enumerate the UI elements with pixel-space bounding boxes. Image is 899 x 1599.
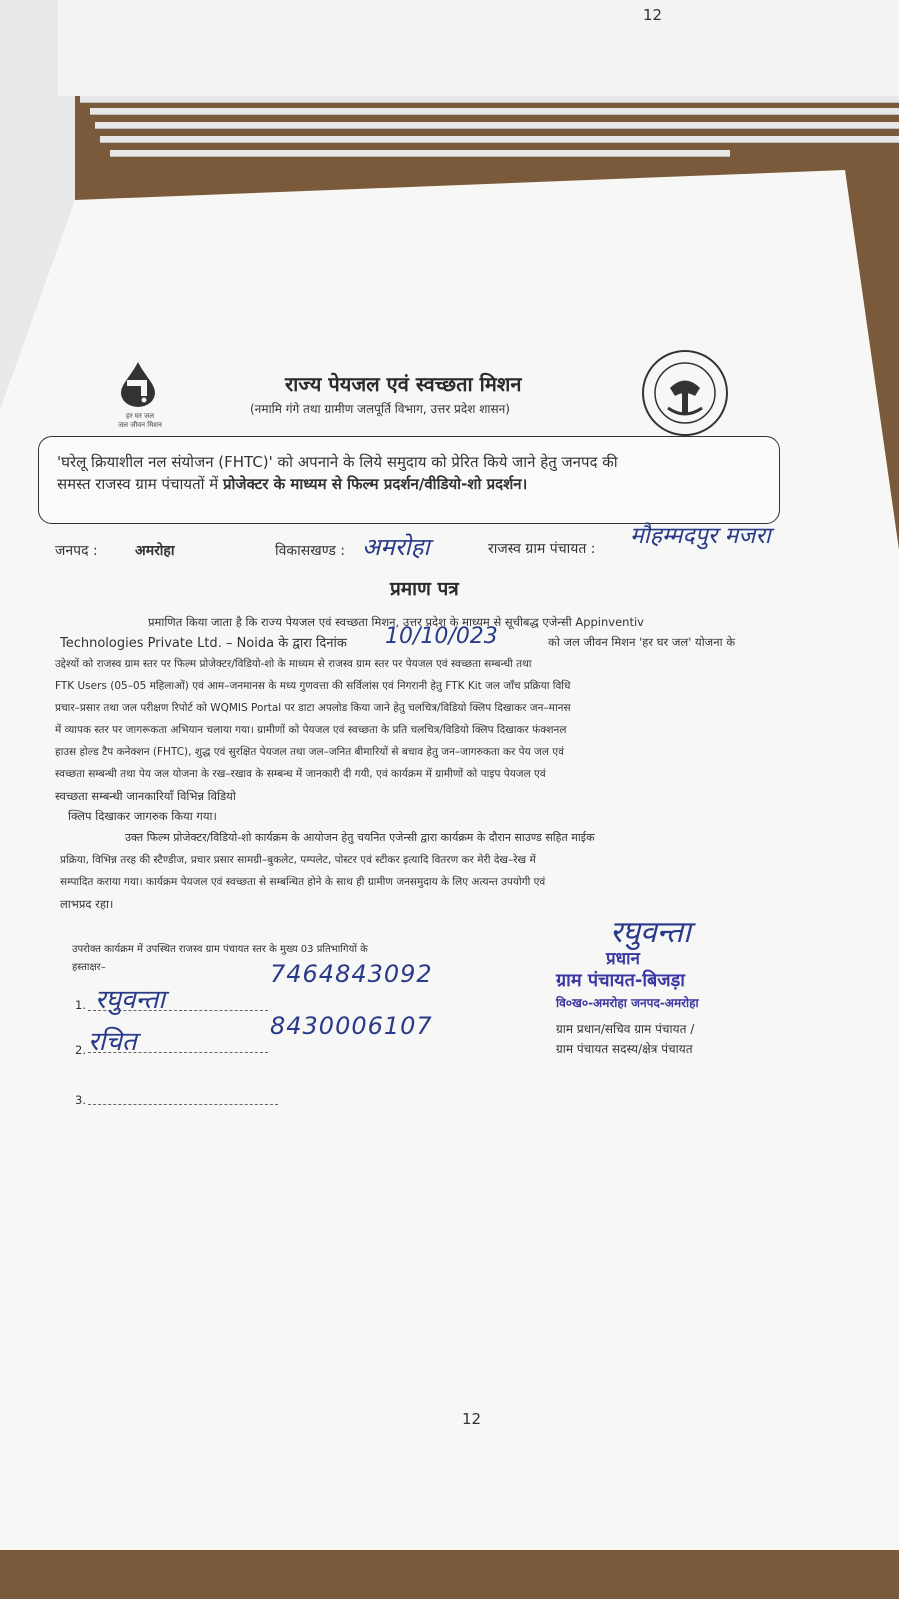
up-government-emblem bbox=[640, 348, 730, 438]
body-line: उक्त फिल्म प्रोजेक्टर/विडियो-शो कार्यक्रम के आयोजन हेतु चयनित एजेन्सी द्वारा कार्यक्रम के दौरान साउण्ड सहित माईक bbox=[125, 831, 595, 844]
panchayat-label: राजस्व ग्राम पंचायत : bbox=[488, 541, 596, 557]
block-value-handwritten: अमरोहा bbox=[362, 533, 430, 561]
body-line: Technologies Private Ltd. – Noida के द्वारा दिनांक bbox=[60, 636, 347, 651]
mission-title: राज्य पेयजल एवं स्वच्छता मिशन bbox=[285, 372, 522, 396]
body-line: को जल जीवन मिशन 'हर घर जल' योजना के bbox=[548, 635, 736, 649]
body-line: उद्देश्यों को राजस्व ग्राम स्तर पर फिल्म प्रोजेक्टर/विडियो-शो के माध्यम से राजस्व ग्राम स्तर पर पेयजल एवं स्वच्छता सम्बन्धी तथा bbox=[55, 658, 532, 670]
participant-phone-handwritten: 7464843092 bbox=[270, 960, 433, 988]
program-banner bbox=[38, 436, 780, 524]
logo-text-line1: हर घर जल bbox=[126, 412, 154, 420]
participant-phone-handwritten: 8430006107 bbox=[270, 1012, 433, 1040]
district-value: अमरोहा bbox=[135, 543, 175, 559]
body-line: हाउस होल्ड टैप कनेक्शन (FHTC), शुद्ध एवं सुरक्षित पेयजल तथा जल–जनित बीमारियों से बचाव हेतु जन–जागरुकता कर पेय जल एवं bbox=[55, 746, 564, 758]
mission-subtitle: (नमामि गंगे तथा ग्रामीण जलपूर्ति विभाग, उत्तर प्रदेश शासन) bbox=[250, 402, 510, 416]
body-line: लाभप्रद रहा। bbox=[60, 897, 114, 911]
participant-name-handwritten: रचित bbox=[88, 1027, 137, 1057]
block-label: विकासखण्ड : bbox=[275, 543, 346, 559]
logo-text-line2: जल जीवन मिशन bbox=[118, 421, 162, 429]
jal-jeevan-mission-logo bbox=[105, 360, 175, 440]
participant-number: 1. bbox=[75, 998, 86, 1012]
district-label: जनपद : bbox=[55, 543, 98, 559]
body-line: क्लिप दिखाकर जागरुक किया गया। bbox=[68, 809, 217, 823]
body-line: स्वच्छता सम्बन्धी जानकारियाँ विभिन्न विडियो bbox=[55, 789, 236, 803]
stamp-block-district: वि०ख०-अमरोहा जनपद-अमरोहा bbox=[556, 996, 699, 1010]
body-line: FTK Users (05–05 महिलाओं) एवं आम–जनमानस के मध्य गुणवत्ता की सर्विलांस एवं निगरानी हेतु FTK Kit जल जाँच प्रक्रिया विधि bbox=[55, 680, 571, 692]
participant-number: 2. bbox=[75, 1043, 86, 1057]
participants-intro: उपरोक्त कार्यक्रम में उपस्थित राजस्व ग्राम पंचायत स्तर के मुख्य 03 प्रतिभागियों के bbox=[72, 944, 368, 955]
signatory-role-line2: ग्राम पंचायत सदस्य/क्षेत्र पंचायत bbox=[556, 1042, 693, 1056]
certificate-title: प्रमाण पत्र bbox=[390, 578, 459, 600]
signatory-role-line1: ग्राम प्रधान/सचिव ग्राम पंचायत / bbox=[556, 1022, 695, 1036]
date-handwritten: 10/10/023 bbox=[385, 624, 498, 649]
body-line: प्रक्रिया, विभिन्न तरह की स्टैण्डीज, प्रचार प्रसार सामग्री–बुकलेट, पम्पलेट, पोस्टर एवं स्टीकर इत्यादि वितरण कर मेरी देख–रेख में bbox=[60, 854, 536, 866]
stamp-gram-panchayat: ग्राम पंचायत-बिजड़ा bbox=[556, 970, 685, 991]
top-page-number: 12 bbox=[643, 6, 663, 24]
bottom-page-number: 12 bbox=[462, 1410, 482, 1428]
body-line: सम्पादित कराया गया। कार्यक्रम पेयजल एवं स्वच्छता से सम्बन्धित होने के साथ ही ग्रामीण जनसमुदाय के लिए अत्यन्त उपयोगी एवं bbox=[60, 876, 546, 888]
body-line: प्रचार–प्रसार तथा जल परीक्षण रिपोर्ट को WQMIS Portal पर डाटा अपलोड किया जाने हेतु चलचित्र/विडियो क्लिप दिखाकर जन–मानस bbox=[55, 702, 571, 714]
body-line: स्वच्छता सम्बन्धी तथा पेय जल योजना के रख–रखाव के सम्बन्ध में जानकारी दी गयी, एवं कार्यक्रम में ग्रामीणों को पाइप पेयजल एवं bbox=[55, 768, 546, 780]
body-line: में व्यापक स्तर पर जागरूकता अभियान चलाया गया। ग्रामीणों को पेयजल एवं स्वच्छता के प्रति चलचित्र/विडियो क्लिप दिखाकर फंक्शनल bbox=[55, 724, 567, 736]
body-line: प्रमाणित किया जाता है कि राज्य पेयजल एवं स्वच्छता मिशन, उत्तर प्रदेश के माध्यम से सूचीबद्ध एजेन्सी Appinventiv bbox=[148, 615, 644, 629]
banner-line2-bold: प्रोजेक्टर के माध्यम से फिल्म प्रदर्शन/वीडियो-शो प्रदर्शन। bbox=[223, 475, 528, 493]
participant-name-handwritten: रघुवन्ता bbox=[95, 985, 166, 1015]
participant-number: 3. bbox=[75, 1093, 86, 1107]
panchayat-value-handwritten: मौहम्मदपुर मजरा bbox=[630, 523, 771, 549]
pradhan-signature: रघुवन्ता bbox=[610, 915, 691, 950]
participants-sign-label: हस्ताक्षर– bbox=[72, 962, 106, 973]
banner-line2-plain: समस्त राजस्व ग्राम पंचायतों में bbox=[57, 475, 224, 493]
banner-line1: 'घरेलू क्रियाशील नल संयोजन (FHTC)' को अपनाने के लिये समुदाय को प्रेरित किये जाने हेतु जनपद की bbox=[57, 453, 618, 471]
stamp-pradhan: प्रधान bbox=[606, 949, 640, 969]
participant-line bbox=[88, 1104, 278, 1105]
